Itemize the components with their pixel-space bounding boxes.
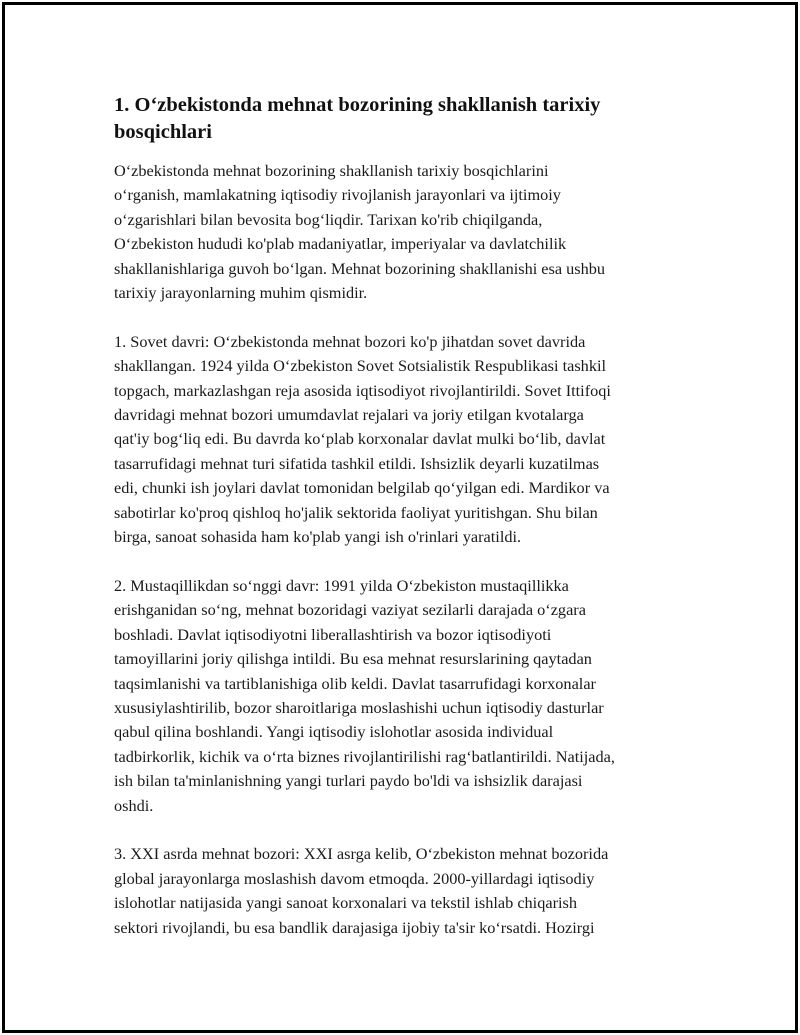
text-line: tasarrufidagi mehnat turi sifatida tashkil etildi. Ishsizlik deyarli kuzatilmas (114, 453, 600, 473)
text-line: boshladi. Davlat iqtisodiyotni liberallashtirish va bozor iqtisodiyoti (114, 624, 552, 644)
text-line: global jarayonlarga moslashish davom etmoqda. 2000-yillardagi iqtisodiy (114, 868, 595, 888)
paragraph-intro (114, 159, 694, 305)
paragraph-soviet-period (114, 330, 694, 550)
text-line: qabul qilina boshlandi. Yangi iqtisodiy islohotlar asosida individual (114, 722, 554, 742)
text-line: tadbirkorlik, kichik va o‘rta biznes rivojlantirilishi rag‘batlantirildi. Natijada, (114, 746, 615, 766)
section-heading (114, 92, 694, 146)
text-line: O‘zbekistonda mehnat bozorining shakllanish tarixiy bosqichlarini (114, 161, 549, 180)
text-line: ish bilan ta'minlanishning yangi turlari paydo bo'ldi va ishsizlik darajasi (114, 771, 583, 791)
document-body (114, 92, 694, 964)
text-line: taqsimlanishi va tartiblanishiga olib keldi. Davlat tasarrufidagi korxonalar (114, 673, 596, 693)
text-line: xususiylashtirilib, bozor sharoitlariga moslashishi uchun iqtisodiy dasturlar (114, 697, 604, 717)
text-line: birga, sanoat sohasida ham ko'plab yangi ish o'rinlari yaratildi. (114, 527, 522, 547)
text-line: oshdi. (114, 795, 154, 815)
text-line: islohotlar natijasida yangi sanoat korxonalari va tekstil ishlab chiqarish (114, 893, 577, 913)
text-line: 1. Sovet davri: O‘zbekistonda mehnat bozori ko'p jihatdan sovet davrida (114, 331, 586, 351)
heading-line: 1. O‘zbekistonda mehnat bozorining shakllanish tarixiy (114, 94, 601, 116)
text-line: o‘rganish, mamlakatning iqtisodiy rivojlanish jarayonlari va ijtimoiy (114, 185, 561, 205)
text-line: davridagi mehnat bozori umumdavlat rejalari va joriy etilgan kvotalarga (114, 405, 584, 425)
text-line: shakllanishlariga guvoh bo‘lgan. Mehnat bozorining shakllanishi esa ushbu (114, 258, 606, 278)
paragraph-independence-period (114, 574, 694, 818)
text-line: topgach, markazlashgan reja asosida iqtisodiyot rivojlantirildi. Sovet Ittifoqi (114, 380, 611, 400)
text-line: tarixiy jarayonlarning muhim qismidir. (114, 283, 368, 303)
text-line: O‘zbekiston hududi ko'plab madaniyatlar, imperiyalar va davlatchilik (114, 234, 567, 254)
text-line: 2. Mustaqillikdan so‘nggi davr: 1991 yilda O‘zbekiston mustaqillikka (114, 575, 569, 595)
text-line: sabotirlar ko'proq qishloq ho'jalik sektorida faoliyat yuritishgan. Shu bilan (114, 502, 598, 522)
text-line: erishganidan so‘ng, mehnat bozoridagi vaziyat sezilarli darajada o‘zgara (114, 600, 586, 620)
text-line: shakllangan. 1924 yilda O‘zbekiston Sovet Sotsialistik Respublikasi tashkil (114, 356, 607, 376)
text-line: tamoyillarini joriy qilishga intildi. Bu esa mehnat resurslarining qaytadan (114, 649, 592, 669)
text-line: o‘zgarishlari bilan bevosita bog‘liqdir. Tarixan ko'rib chiqilganda, (114, 209, 543, 229)
text-line: edi, chunki ish joylari davlat tomonidan belgilab qo‘yilgan edi. Mardikor va (114, 478, 610, 498)
paragraph-21st-century (114, 842, 694, 940)
heading-line: bosqichlari (114, 121, 212, 143)
text-line: qat'iy bog‘liq edi. Bu davrda ko‘plab korxonalar davlat mulki bo‘lib, davlat (114, 429, 606, 449)
text-line: 3. XXI asrda mehnat bozori: XXI asrga kelib, O‘zbekiston mehnat bozorida (114, 844, 609, 864)
text-line: sektori rivojlandi, bu esa bandlik darajasiga ijobiy ta'sir ko‘rsatdi. Hozirgi (114, 917, 595, 937)
